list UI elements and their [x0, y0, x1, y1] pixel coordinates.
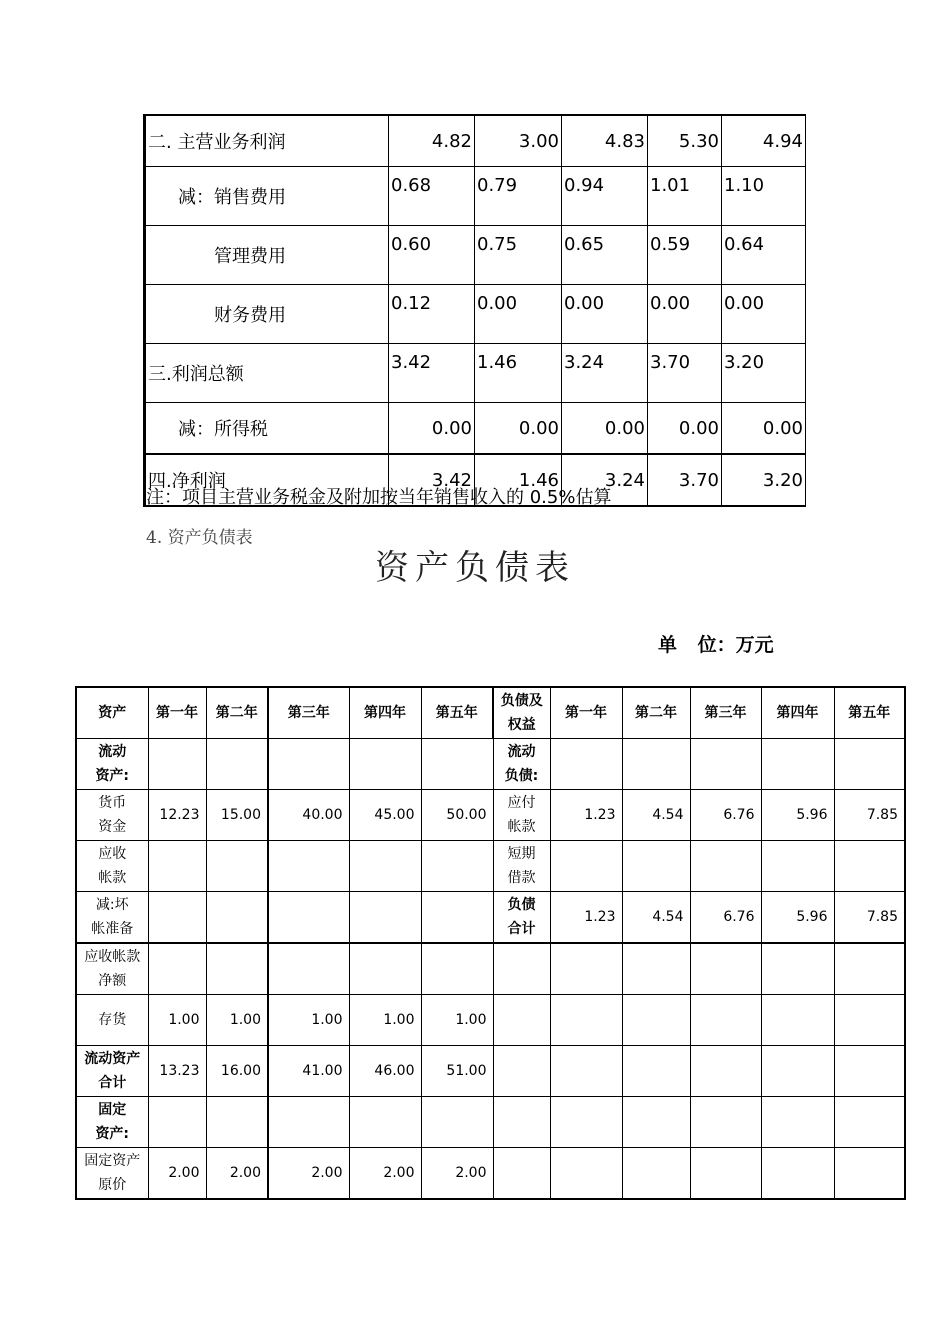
table-row — [76, 739, 905, 790]
value-cell: 3.20 — [722, 454, 806, 506]
value-cell — [148, 1097, 206, 1148]
value-cell: 0.00 — [562, 285, 648, 344]
value-cell — [550, 1046, 622, 1097]
value-cell: 3.70 — [648, 344, 722, 403]
value-cell — [834, 1097, 905, 1148]
value-cell: 7.85 — [834, 790, 905, 841]
unit-label: 单 位：万元 — [658, 634, 774, 656]
table-row — [76, 790, 905, 841]
value-cell: 0.12 — [389, 285, 475, 344]
value-cell — [349, 841, 421, 892]
row-label: 财务费用 — [145, 285, 389, 344]
value-cell: 0.00 — [648, 285, 722, 344]
asset-label: 减:坏 帐准备 — [76, 892, 148, 944]
value-cell: 12.23 — [148, 790, 206, 841]
value-cell — [550, 739, 622, 790]
value-cell — [834, 739, 905, 790]
column-header: 第二年 — [206, 687, 268, 739]
value-cell: 1.01 — [648, 167, 722, 226]
column-header: 第五年 — [834, 687, 905, 739]
value-cell: 50.00 — [421, 790, 493, 841]
value-cell: 13.23 — [148, 1046, 206, 1097]
column-header: 负债及 权益 — [493, 687, 550, 739]
value-cell: 46.00 — [349, 1046, 421, 1097]
value-cell: 0.00 — [389, 403, 475, 455]
liability-label: 负债 合计 — [493, 892, 550, 944]
value-cell: 0.00 — [475, 403, 562, 455]
value-cell: 1.00 — [349, 995, 421, 1046]
value-cell: 1.23 — [550, 892, 622, 944]
value-cell: 5.96 — [761, 892, 834, 944]
column-header: 第一年 — [148, 687, 206, 739]
value-cell — [550, 1097, 622, 1148]
value-cell: 45.00 — [349, 790, 421, 841]
balance-sheet-table — [75, 686, 906, 1200]
asset-label: 应收 帐款 — [76, 841, 148, 892]
value-cell: 41.00 — [268, 1046, 349, 1097]
value-cell: 4.54 — [622, 790, 690, 841]
value-cell: 1.00 — [421, 995, 493, 1046]
row-label: 管理费用 — [145, 226, 389, 285]
liability-label: 应付 帐款 — [493, 790, 550, 841]
value-cell: 4.83 — [562, 115, 648, 167]
value-cell: 3.70 — [648, 454, 722, 506]
row-label: 减：所得税 — [145, 403, 389, 455]
asset-label: 货币 资金 — [76, 790, 148, 841]
value-cell: 0.59 — [648, 226, 722, 285]
table-row — [145, 285, 806, 344]
row-label: 三.利润总额 — [145, 344, 389, 403]
column-header: 第三年 — [690, 687, 761, 739]
value-cell: 5.96 — [761, 790, 834, 841]
table-row — [76, 892, 905, 944]
value-cell — [148, 841, 206, 892]
value-cell: 0.00 — [475, 285, 562, 344]
value-cell: 2.00 — [349, 1148, 421, 1200]
value-cell — [206, 841, 268, 892]
table-row — [76, 1046, 905, 1097]
value-cell — [834, 1046, 905, 1097]
value-cell: 2.00 — [268, 1148, 349, 1200]
value-cell — [206, 892, 268, 944]
profit-table — [143, 114, 806, 507]
value-cell — [761, 1046, 834, 1097]
value-cell — [622, 1097, 690, 1148]
value-cell — [349, 739, 421, 790]
value-cell — [622, 1148, 690, 1200]
value-cell — [268, 841, 349, 892]
value-cell: 0.00 — [562, 403, 648, 455]
row-label: 二. 主营业务利润 — [145, 115, 389, 167]
table-row — [76, 1097, 905, 1148]
value-cell: 5.30 — [648, 115, 722, 167]
value-cell — [761, 1097, 834, 1148]
value-cell: 4.94 — [722, 115, 806, 167]
value-cell — [421, 1097, 493, 1148]
value-cell — [550, 943, 622, 995]
value-cell — [761, 943, 834, 995]
value-cell: 0.75 — [475, 226, 562, 285]
value-cell — [268, 1097, 349, 1148]
value-cell — [421, 943, 493, 995]
table-note: 注：项目主营业务税金及附加按当年销售收入的 0.5%估算 — [146, 487, 612, 508]
value-cell: 1.00 — [148, 995, 206, 1046]
value-cell: 3.24 — [562, 454, 648, 506]
liability-label — [493, 943, 550, 995]
value-cell: 0.00 — [722, 285, 806, 344]
asset-label: 固定资产 原价 — [76, 1148, 148, 1200]
value-cell — [206, 1097, 268, 1148]
value-cell — [622, 995, 690, 1046]
value-cell — [421, 739, 493, 790]
column-header: 第四年 — [349, 687, 421, 739]
value-cell — [834, 995, 905, 1046]
liability-label — [493, 1097, 550, 1148]
table-row — [76, 995, 905, 1046]
value-cell — [148, 892, 206, 944]
value-cell: 2.00 — [148, 1148, 206, 1200]
header-row — [76, 687, 905, 739]
value-cell: 15.00 — [206, 790, 268, 841]
value-cell — [690, 841, 761, 892]
value-cell — [206, 739, 268, 790]
value-cell — [148, 943, 206, 995]
table-row — [76, 943, 905, 995]
column-header: 资产 — [76, 687, 148, 739]
value-cell: 3.00 — [475, 115, 562, 167]
table-row — [76, 841, 905, 892]
value-cell — [622, 1046, 690, 1097]
asset-label: 固定 资产: — [76, 1097, 148, 1148]
table-row — [145, 403, 806, 455]
table-row — [145, 344, 806, 403]
value-cell — [349, 1097, 421, 1148]
value-cell — [421, 841, 493, 892]
value-cell: 4.82 — [389, 115, 475, 167]
value-cell: 0.65 — [562, 226, 648, 285]
value-cell: 40.00 — [268, 790, 349, 841]
value-cell: 1.46 — [475, 454, 562, 506]
value-cell — [690, 943, 761, 995]
table-row — [145, 115, 806, 167]
row-label: 减：销售费用 — [145, 167, 389, 226]
value-cell — [834, 841, 905, 892]
value-cell: 6.76 — [690, 892, 761, 944]
column-header: 第二年 — [622, 687, 690, 739]
value-cell: 16.00 — [206, 1046, 268, 1097]
value-cell: 2.00 — [421, 1148, 493, 1200]
value-cell: 1.23 — [550, 790, 622, 841]
liability-label — [493, 995, 550, 1046]
value-cell: 1.46 — [475, 344, 562, 403]
table-row — [145, 167, 806, 226]
value-cell — [622, 943, 690, 995]
row-label: 四.净利润 — [145, 454, 389, 506]
value-cell: 0.60 — [389, 226, 475, 285]
value-cell: 3.42 — [389, 454, 475, 506]
value-cell: 1.10 — [722, 167, 806, 226]
page-title: 资产负债表 — [375, 548, 575, 588]
value-cell — [268, 892, 349, 944]
column-header: 第一年 — [550, 687, 622, 739]
value-cell — [834, 1148, 905, 1200]
liability-label — [493, 1148, 550, 1200]
column-header: 第三年 — [268, 687, 349, 739]
value-cell: 1.00 — [268, 995, 349, 1046]
value-cell — [690, 1097, 761, 1148]
value-cell — [622, 841, 690, 892]
asset-label: 流动资产 合计 — [76, 1046, 148, 1097]
asset-label: 流动 资产: — [76, 739, 148, 790]
value-cell: 0.79 — [475, 167, 562, 226]
value-cell: 2.00 — [206, 1148, 268, 1200]
column-header: 第五年 — [421, 687, 493, 739]
asset-label: 应收帐款 净额 — [76, 943, 148, 995]
liability-label: 短期 借款 — [493, 841, 550, 892]
value-cell — [550, 841, 622, 892]
value-cell: 51.00 — [421, 1046, 493, 1097]
value-cell — [550, 995, 622, 1046]
table-row — [145, 226, 806, 285]
value-cell — [690, 739, 761, 790]
value-cell — [690, 1046, 761, 1097]
liability-label — [493, 1046, 550, 1097]
value-cell: 3.24 — [562, 344, 648, 403]
liability-label: 流动 负债: — [493, 739, 550, 790]
value-cell — [268, 943, 349, 995]
value-cell — [421, 892, 493, 944]
value-cell — [690, 995, 761, 1046]
value-cell: 0.64 — [722, 226, 806, 285]
table-row — [76, 1148, 905, 1200]
value-cell: 0.00 — [722, 403, 806, 455]
value-cell: 3.20 — [722, 344, 806, 403]
value-cell: 0.00 — [648, 403, 722, 455]
value-cell: 0.94 — [562, 167, 648, 226]
value-cell — [268, 739, 349, 790]
value-cell — [206, 943, 268, 995]
value-cell — [761, 841, 834, 892]
value-cell: 3.42 — [389, 344, 475, 403]
value-cell: 0.68 — [389, 167, 475, 226]
value-cell — [690, 1148, 761, 1200]
value-cell: 1.00 — [206, 995, 268, 1046]
value-cell — [834, 943, 905, 995]
column-header: 第四年 — [761, 687, 834, 739]
value-cell — [761, 739, 834, 790]
value-cell — [761, 995, 834, 1046]
value-cell — [148, 739, 206, 790]
value-cell: 4.54 — [622, 892, 690, 944]
value-cell — [761, 1148, 834, 1200]
asset-label: 存货 — [76, 995, 148, 1046]
value-cell — [349, 892, 421, 944]
value-cell: 7.85 — [834, 892, 905, 944]
value-cell: 6.76 — [690, 790, 761, 841]
value-cell — [622, 739, 690, 790]
section-heading: 4. 资产负债表 — [146, 528, 253, 548]
value-cell — [550, 1148, 622, 1200]
value-cell — [349, 943, 421, 995]
